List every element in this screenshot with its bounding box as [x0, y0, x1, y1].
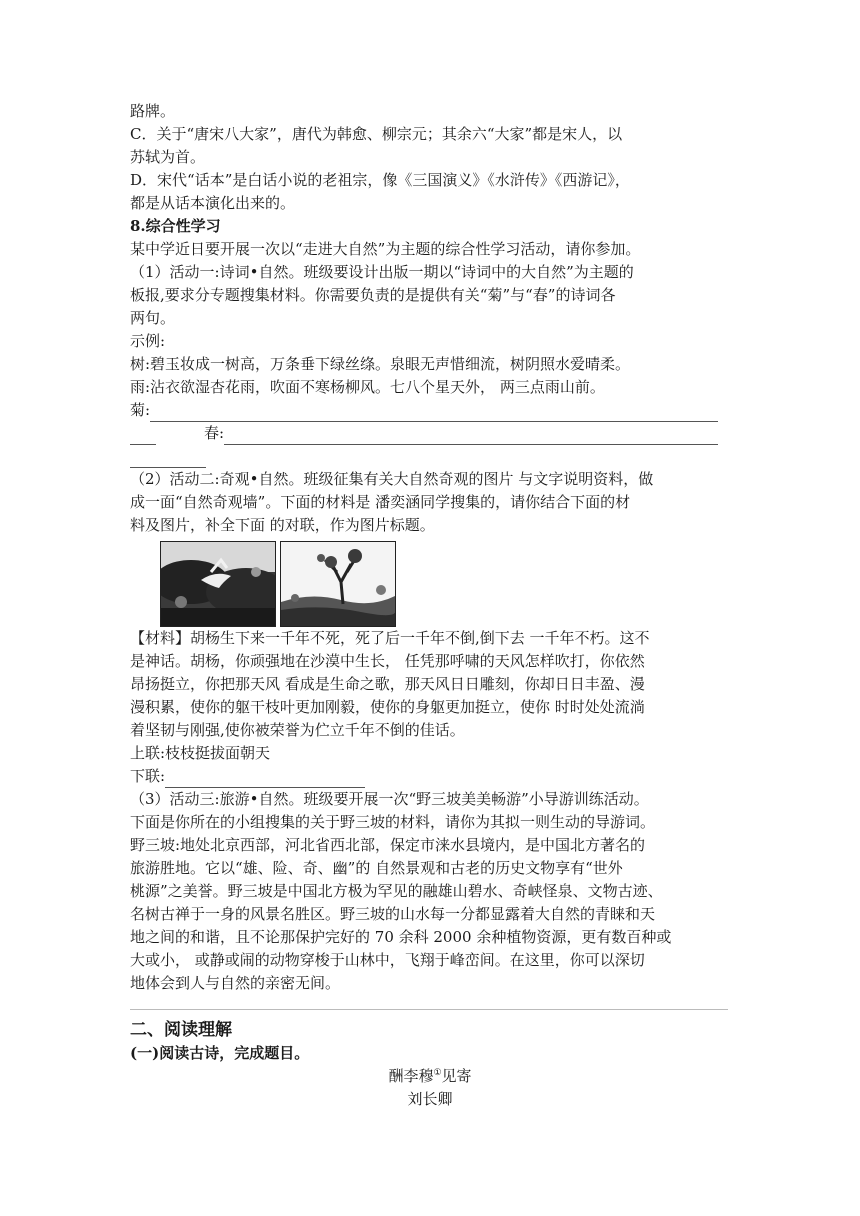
text-line: 大或小， 或静或闹的动物穿梭于山林中，飞翔于峰峦间。在这里，你可以深切	[130, 951, 645, 969]
answer-ju-line	[130, 399, 730, 422]
activity-1: （1）活动一:诗词•自然。班级要设计出版一期以“诗词中的大自然”为主题的	[130, 263, 634, 281]
material-line: 漫积累，使你的躯干枝叶更加刚毅，使你的身躯更加挺立，使你 时时处处流淌	[130, 698, 645, 716]
text-line: 桃源”之美誉。野三坡是中国北方极为罕见的融雄山碧水、奇峡怪泉、文物古迹、	[130, 882, 663, 900]
example-rain: 雨:沾衣欲湿杏花雨，吹面不寒杨柳风。七八个星天外， 两三点雨山前。	[130, 378, 605, 396]
document-page	[130, 100, 730, 1111]
poem-title-text: 酬李穆	[388, 1067, 434, 1085]
section-divider	[130, 1009, 728, 1010]
text-line: 下面是你所在的小组搜集的关于野三坡的材料，请你为其拟一则生动的导游词。	[130, 813, 656, 831]
text-line: 料及图片，补全下面 的对联，作为图片标题。	[130, 516, 435, 534]
text-line: 名树古禅于一身的风景名胜区。野三坡的山水每一分都显露着大自然的青睐和天	[130, 905, 656, 923]
lower-couplet-blank[interactable]	[165, 772, 365, 788]
populus-tree-photo-2	[280, 541, 396, 627]
text-line: 苏轼为首。	[130, 148, 206, 166]
text-line: 地之间的和谐，且不论那保护完好的 70 余科 2000 余种植物资源，更有数百种或	[130, 928, 672, 946]
text-line: 板报,要求分专题搜集材料。你需要负责的是提供有关“菊”与“春”的诗词各	[130, 286, 616, 304]
text-line: 都是从话本演化出来的。	[130, 194, 296, 212]
text-line: 某中学近日要开展一次以“走进大自然”为主题的综合性学习活动，请你参加。	[130, 240, 641, 258]
option-c: C．关于“唐宋八大家”，唐代为韩愈、柳宗元；其余六“大家”都是宋人，以	[130, 125, 623, 143]
text-line: 旅游胜地。它以“雄、险、奇、幽”的 自然景观和古老的历史文物享有“世外	[130, 859, 623, 877]
text-line: 野三坡:地处北京西部，河北省西北部，保定市涞水县境内，是中国北方著名的	[130, 836, 646, 854]
ju-answer-blank-cont[interactable]	[130, 429, 156, 445]
text-line: 示例:	[130, 332, 166, 350]
footnote-marker: ①	[433, 1068, 442, 1078]
material-line: 着坚韧与刚强,使你被荣誉为伫立千年不倒的佳话。	[130, 721, 465, 739]
answer-chun-line	[130, 422, 730, 445]
question-8-heading: 8.综合性学习	[130, 217, 221, 235]
lower-couplet-label: 下联:	[130, 767, 166, 785]
subsection-1-heading: (一)阅读古诗，完成题目。	[130, 1044, 310, 1062]
poem-title	[130, 1065, 730, 1088]
activity-2: （2）活动二:奇观•自然。班级征集有关大自然奇观的图片 与文字说明资料，做	[130, 470, 654, 488]
ju-answer-blank[interactable]	[150, 406, 718, 422]
text-line: 地体会到人与自然的亲密无间。	[130, 974, 341, 992]
ju-label: 菊:	[130, 401, 151, 419]
photo-row	[160, 541, 730, 627]
text-line: 成一面“自然奇观墙”。下面的材料是 潘奕涵同学搜集的，请你结合下面的材	[130, 493, 631, 511]
text-line: 两句。	[130, 309, 176, 327]
material-line: 【材料】胡杨生下来一千年不死，死了后一千年不倒,倒下去 一千年不朽。这不	[130, 629, 650, 647]
activity-3: （3）活动三:旅游•自然。班级要开展一次“野三坡美美畅游”小导游训练活动。	[130, 790, 649, 808]
material-line: 是神话。胡杨，你顽强地在沙漠中生长， 任凭那呼啸的天风怎样吹打，你依然	[130, 652, 645, 670]
upper-couplet: 上联:枝枝挺拔面朝天	[130, 744, 271, 762]
chun-answer-blank-cont[interactable]	[130, 452, 206, 468]
answer-chun-line-cont	[130, 445, 730, 468]
text-line: 路牌。	[130, 102, 176, 120]
chun-label: 春:	[204, 424, 225, 442]
poem-title-tail: 见寄	[441, 1067, 472, 1085]
populus-tree-photo-1	[160, 541, 276, 627]
poem-author: 刘长卿	[407, 1090, 453, 1108]
option-d: D．宋代“话本”是白话小说的老祖宗，像《三国演义》《水浒传》《西游记》，	[130, 171, 630, 189]
example-tree: 树:碧玉妆成一树高，万条垂下绿丝绦。泉眼无声惜细流，树阴照水爱晴柔。	[130, 355, 631, 373]
lower-couplet-line	[130, 765, 730, 788]
chun-answer-blank[interactable]	[224, 429, 718, 445]
material-line: 昂扬挺立，你把那天风 看成是生命之歌，那天风日日雕刻，你却日日丰盈、漫	[130, 675, 645, 693]
section-2-heading: 二、阅读理解	[130, 1020, 232, 1040]
